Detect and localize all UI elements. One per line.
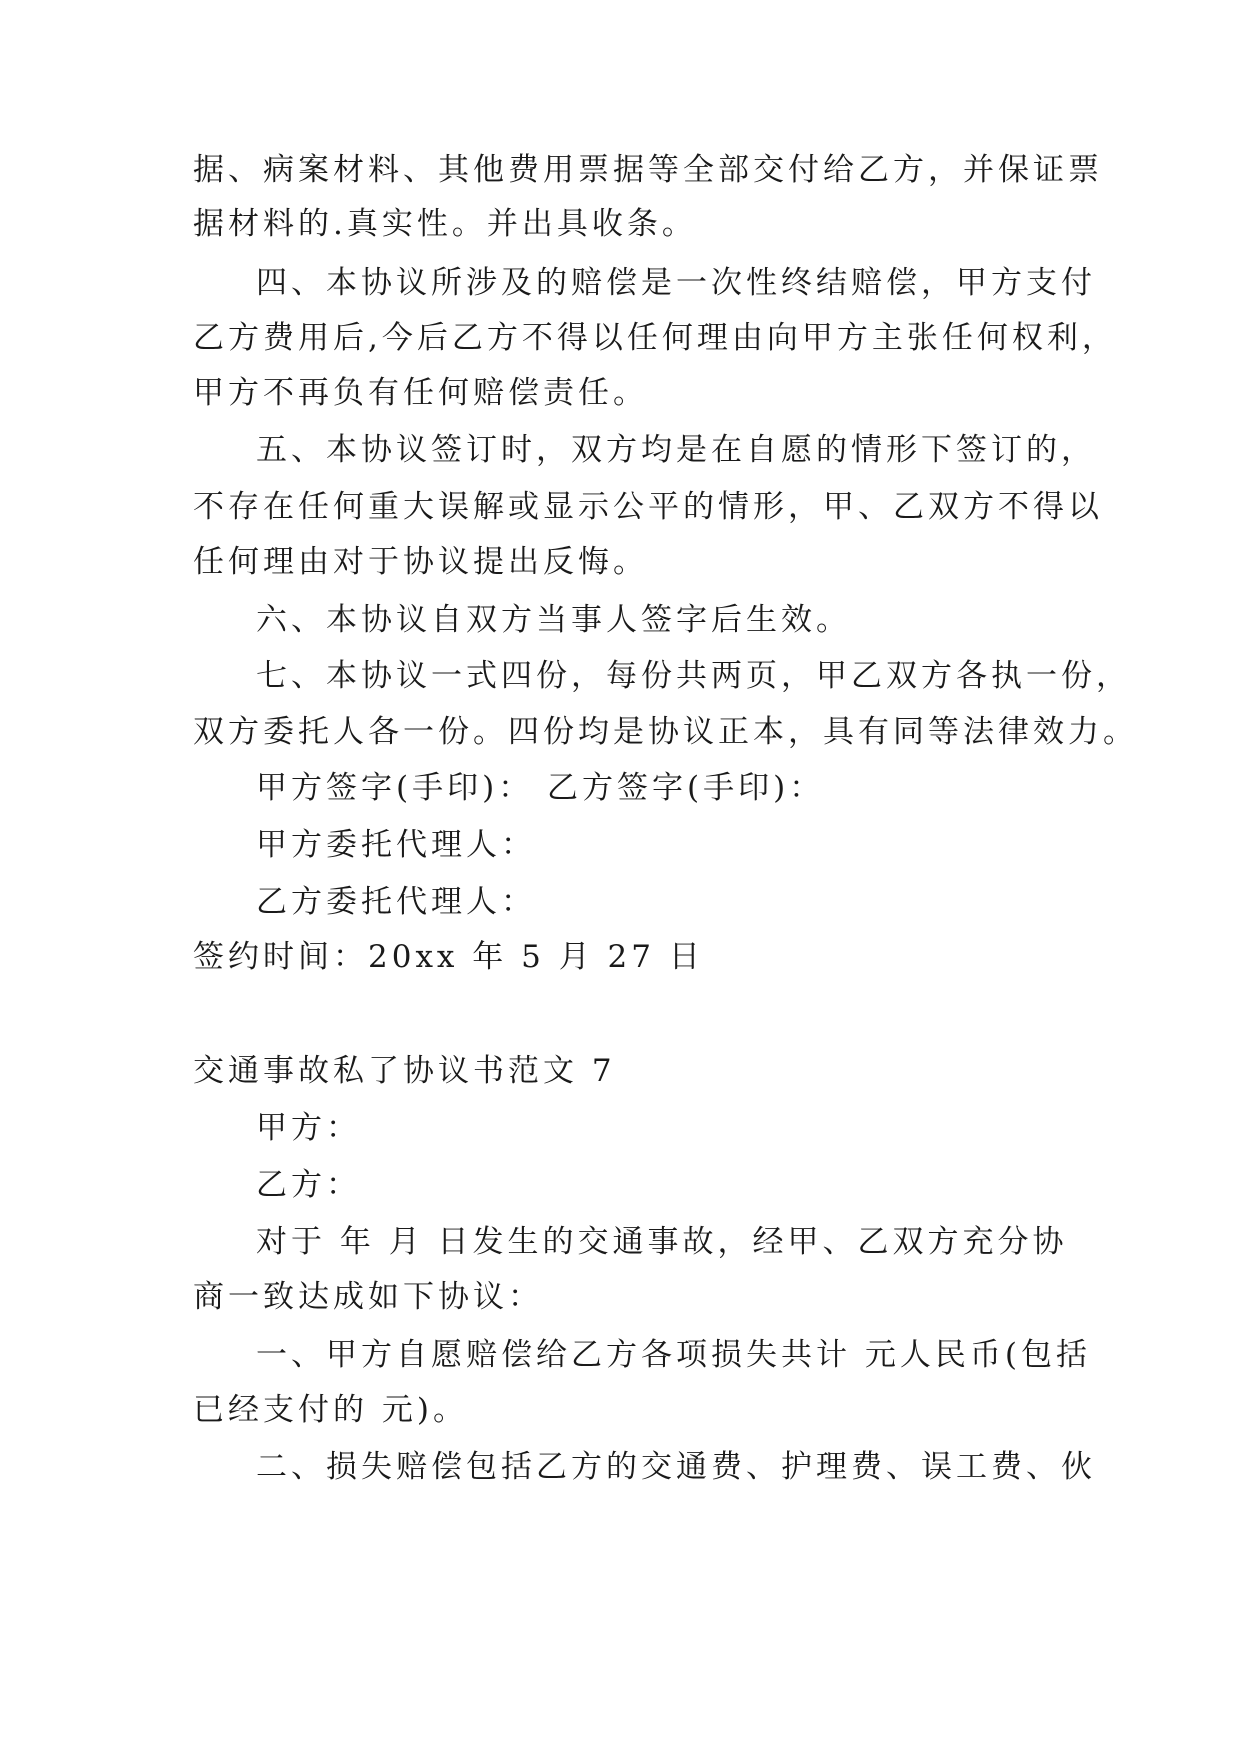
signature-line: 甲方签字(手印)： 乙方签字(手印)：: [256, 770, 825, 806]
text-line: 不存在任何重大误解或显示公平的情形，甲、乙双方不得以: [193, 489, 1103, 525]
text-line: 乙方费用后,今后乙方不得以任何理由向甲方主张任何权利，: [193, 320, 1117, 356]
text-line: 据材料的.真实性。并出具收条。: [193, 206, 697, 242]
clause-four: 四、本协议所涉及的赔偿是一次性终结赔偿，甲方支付: [256, 265, 1096, 301]
text-line: 双方委托人各一份。四份均是协议正本，具有同等法律效力。: [193, 714, 1138, 750]
signing-date: 签约时间：20xx 年 5 月 27 日: [193, 939, 704, 975]
party-a-line: 甲方：: [256, 1110, 361, 1146]
section-title: 交通事故私了协议书范文 7: [193, 1053, 616, 1089]
text-line: 已经支付的 元)。: [193, 1392, 468, 1428]
text-line: 任何理由对于协议提出反悔。: [193, 544, 648, 580]
party-b-agent-line: 乙方委托代理人：: [256, 884, 536, 920]
clause-two: 二、损失赔偿包括乙方的交通费、护理费、误工费、伙: [256, 1449, 1096, 1485]
text-line: 商一致达成如下协议：: [193, 1279, 543, 1315]
party-b-line: 乙方：: [256, 1167, 361, 1203]
party-a-agent-line: 甲方委托代理人：: [256, 827, 536, 863]
text-line: 甲方不再负有任何赔偿责任。: [193, 375, 648, 411]
clause-five: 五、本协议签订时，双方均是在自愿的情形下签订的，: [256, 432, 1096, 468]
clause-six: 六、本协议自双方当事人签字后生效。: [256, 602, 851, 638]
preamble-line: 对于 年 月 日发生的交通事故，经甲、乙双方充分协: [256, 1224, 1068, 1260]
text-line: 据、病案材料、其他费用票据等全部交付给乙方，并保证票: [193, 152, 1103, 188]
clause-seven: 七、本协议一式四份，每份共两页，甲乙双方各执一份，: [256, 658, 1131, 694]
clause-one: 一、甲方自愿赔偿给乙方各项损失共计 元人民币(包括: [256, 1337, 1091, 1373]
